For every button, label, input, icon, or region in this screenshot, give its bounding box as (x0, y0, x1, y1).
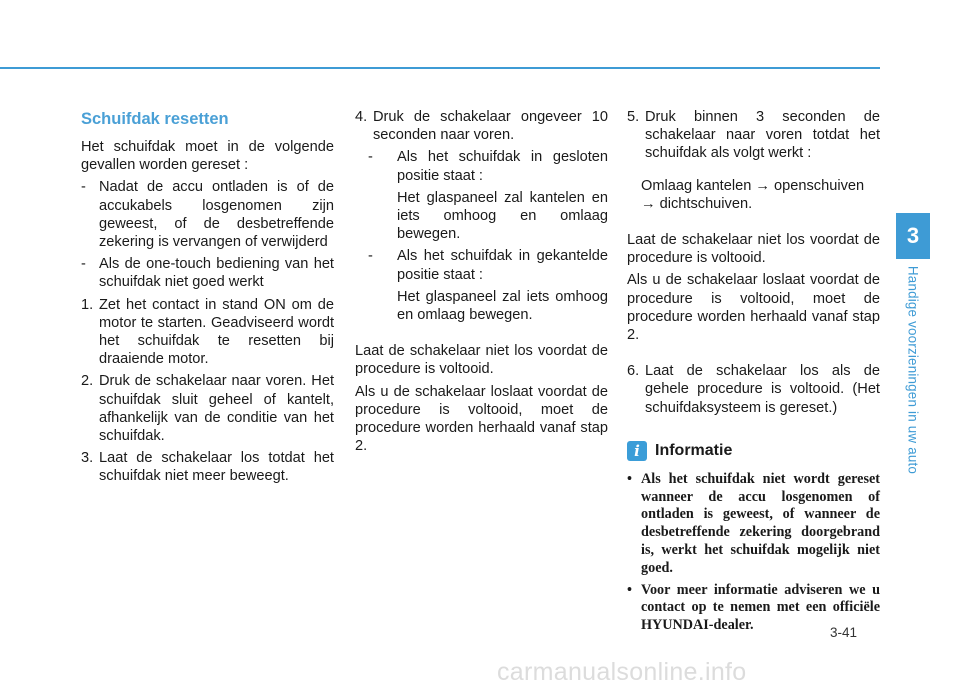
dash-marker: - (81, 256, 86, 273)
paragraph: Laat de schakelaar niet los voordat de procedure is voltooid. (355, 343, 608, 378)
step-number: 1. (81, 296, 94, 313)
step-text: Druk de schakelaar ongeveer 10 seconden naar voren. (373, 109, 608, 144)
info-title: Informatie (655, 441, 733, 459)
paragraph: Als u de schakelaar loslaat voordat de procedure is voltooid, moet de procedure worden herhaald vanaf stap 2. (627, 272, 880, 344)
dash-marker: - (368, 149, 373, 166)
sub-item-detail: Het glaspaneel zal kantelen en iets omhoog en omlaag bewegen. (397, 189, 608, 243)
info-header (627, 441, 880, 461)
step-number: 5. (627, 109, 640, 125)
sequence (627, 177, 880, 213)
info-item (627, 471, 880, 578)
step-1 (81, 296, 334, 369)
step-text: Laat de schakelaar los als de gehele procedure is voltooid. (Het schuifdaksysteem is gereset.) (645, 363, 880, 416)
step-text: Druk de schakelaar naar voren. Het schuifdak sluit geheel of kantelt, afhankelijk van de conditie van het schuifdak. (99, 373, 334, 445)
list-item (81, 178, 334, 251)
step-text: Druk binnen 3 seconden de schakelaar naar voren totdat het schuifdak als volgt werkt : (645, 109, 880, 162)
sub-item-text: Als het schuifdak in gesloten positie staat : (397, 149, 608, 184)
chapter-tab: 3 (896, 213, 930, 259)
step-number: 6. (627, 363, 640, 380)
step-5 (627, 108, 880, 163)
step-number: 3. (81, 450, 94, 467)
bullet-marker: • (627, 470, 632, 487)
step-3 (81, 449, 334, 485)
sequence-line: Omlaag kantelen → openschuiven (641, 177, 865, 194)
step-number: 4. (355, 109, 368, 125)
paragraph: Laat de schakelaar niet los voordat de procedure is voltooid. (627, 232, 880, 267)
sequence-line: → dichtschuiven. (641, 195, 753, 212)
column-right (627, 108, 880, 635)
column-middle (355, 108, 608, 455)
chapter-title: Handige voorzieningen in uw auto (905, 265, 921, 475)
bullet-marker: • (627, 581, 632, 598)
intro-paragraph: Het schuifdak moet in de volgende gevallen worden gereset : (81, 139, 334, 174)
info-icon: i (627, 441, 647, 461)
dash-marker: - (368, 248, 373, 265)
list-item-text: Nadat de accu ontladen is of de accukabels losgenomen zijn geweest, of de desbetreffende zekering is vervangen of verwijderd (99, 179, 334, 251)
step-text: Laat de schakelaar los totdat het schuifdak niet meer beweegt. (99, 450, 334, 485)
dash-marker: - (81, 179, 86, 196)
sub-item-text: Als het schuifdak in gekantelde positie staat : (397, 248, 608, 283)
header-rule (0, 67, 880, 69)
list-item-text: Als de one-touch bediening van het schuifdak niet goed werkt (99, 256, 334, 291)
info-item-text: Voor meer informatie adviseren we u contact op te nemen met een officiële HYUNDAI-dealer. (641, 581, 880, 634)
step-number: 2. (81, 373, 94, 390)
step-2 (81, 372, 334, 445)
page-number: 3-41 (830, 625, 858, 640)
info-list (627, 471, 880, 635)
paragraph: Als u de schakelaar loslaat voordat de procedure is voltooid, moet de procedure worden herhaald vanaf stap 2. (355, 383, 608, 455)
sub-item (368, 247, 608, 283)
column-left (81, 108, 334, 486)
section-title: Schuifdak resetten (81, 110, 229, 128)
list-item (81, 255, 334, 291)
step-6 (627, 362, 880, 417)
step-text: Zet het contact in stand ON om de motor te starten. Geadviseerd wordt het schuifdak te resetten bij draaiende motor. (99, 296, 334, 368)
sub-item-detail: Het glaspaneel zal iets omhoog en omlaag bewegen. (397, 288, 608, 324)
watermark: carmanualsonline.info (497, 658, 747, 686)
step-4 (355, 108, 608, 144)
info-item-text: Als het schuifdak niet wordt gereset wanneer de accu losgenomen of ontladen is geweest, of wanneer de desbetreffende zekering doorgebrand is, werkt het schuifdak mogelijk niet goed. (641, 470, 880, 576)
sub-item (368, 148, 608, 184)
